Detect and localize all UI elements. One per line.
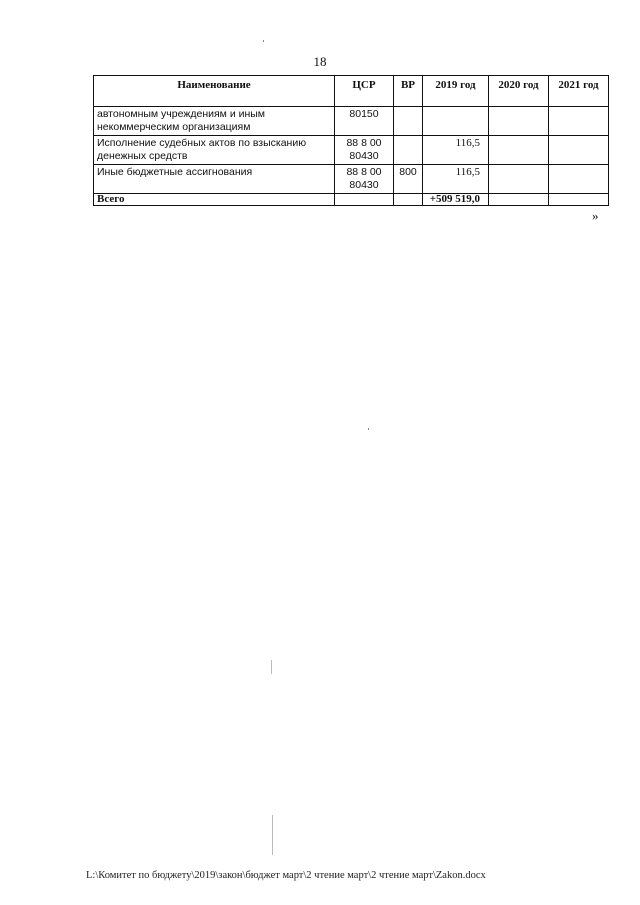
scan-speck [272, 815, 273, 855]
header-name: Наименование [94, 76, 335, 107]
scan-speck [263, 40, 264, 42]
row-csr: 88 8 00 80430 [335, 165, 394, 194]
row-csr: 88 8 00 80430 [335, 136, 394, 165]
row-2020 [489, 107, 549, 136]
header-2020: 2020 год [489, 76, 549, 107]
row-csr: 80150 [335, 107, 394, 136]
table-row [94, 107, 609, 136]
table-header-row [94, 76, 609, 107]
row-name: автономным учреждениям и иным некоммерческим организациям [94, 107, 335, 136]
row-2019 [423, 107, 489, 136]
header-csr: ЦСР [335, 76, 394, 107]
row-vr [394, 107, 423, 136]
table-row [94, 165, 609, 194]
total-csr [335, 194, 394, 206]
row-2021 [549, 107, 609, 136]
row-2021 [549, 136, 609, 165]
total-2021 [549, 194, 609, 206]
header-vr: ВР [394, 76, 423, 107]
row-2020 [489, 165, 549, 194]
row-name: Исполнение судебных актов по взысканию денежных средств [94, 136, 335, 165]
row-2021 [549, 165, 609, 194]
row-vr: 800 [394, 165, 423, 194]
header-2021: 2021 год [549, 76, 609, 107]
page-number: 18 [313, 54, 327, 69]
scan-speck [368, 428, 369, 430]
closing-quote: » [592, 208, 599, 223]
total-label: Всего [94, 194, 335, 206]
table-row [94, 136, 609, 165]
row-name: Иные бюджетные ассигнования [94, 165, 335, 194]
row-2019: 116,5 [423, 136, 489, 165]
scan-speck [271, 660, 272, 674]
header-2019: 2019 год [423, 76, 489, 107]
budget-table [93, 75, 609, 206]
row-2019: 116,5 [423, 165, 489, 194]
footer-file-path: L:\Комитет по бюджету\2019\закон\бюджет март\2 чтение март\2 чтение март\Zakon.docx [86, 870, 486, 881]
total-2020 [489, 194, 549, 206]
total-vr [394, 194, 423, 206]
total-2019: +509 519,0 [423, 194, 489, 206]
row-vr [394, 136, 423, 165]
table-total-row [94, 194, 609, 206]
row-2020 [489, 136, 549, 165]
